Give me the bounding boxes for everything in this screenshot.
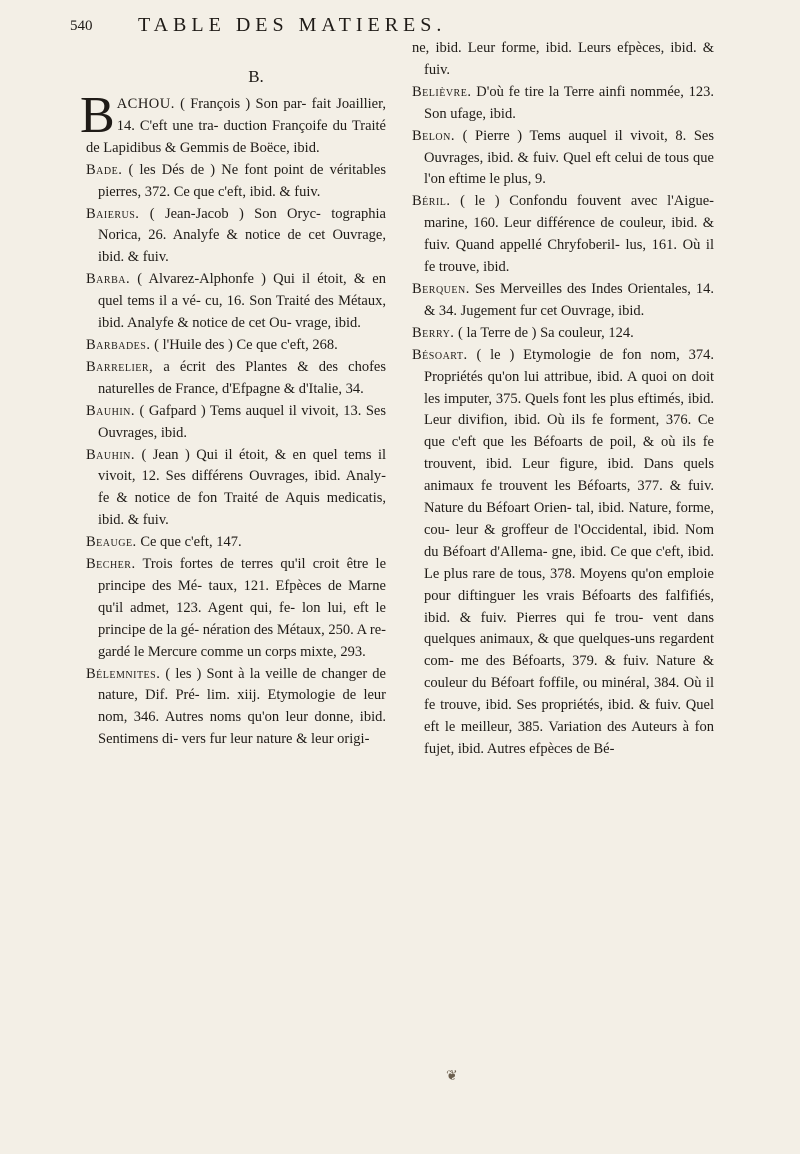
left-entry	[86, 335, 386, 357]
left-entry	[86, 532, 386, 554]
entry-headword: Belon.	[412, 127, 455, 144]
running-title: TABLE DES MATIERES.	[138, 14, 447, 36]
left-entry	[86, 269, 386, 335]
entry-text: ( Pierre ) Tems auquel il vivoit, 8. Ses Ouvrages, ibid. & fuiv. Quel eft celui de tous que l'on eftime le plus, 9.	[424, 127, 714, 188]
left-entry	[86, 204, 386, 270]
entry-text: ( Jean-Jacob ) Son Oryc- tographia Norica, 26. Analyfe & notice de cet Ouvrage, ibid. & fuiv.	[98, 205, 386, 266]
entry-headword: Barrelier,	[86, 358, 154, 375]
entry-text: ne, ibid. Leur forme, ibid. Leurs efpèces, ibid. & fuiv.	[412, 40, 714, 78]
entry-headword: Bélemnites.	[86, 665, 161, 682]
left-entry	[86, 357, 386, 401]
entry-text: D'où fe tire la Terre ainfi nommée, 123. Son ufage, ibid.	[424, 83, 714, 122]
right-entry	[412, 345, 714, 761]
left-entry	[86, 401, 386, 445]
entry-headword: Berry.	[412, 324, 455, 341]
right-entry	[412, 279, 714, 323]
left-entry	[86, 160, 386, 204]
right-entries	[412, 38, 714, 761]
printer-ornament-icon: ❦	[446, 1069, 458, 1084]
entry-text: ( Jean ) Qui il étoit, & en quel tems il vivoit, 12. Ses différens Ouvrages, ibid. Analy- fe & notice de fon Traité de Aquis medicatis, ibid. & fuiv.	[98, 446, 386, 529]
right-entry	[412, 191, 714, 279]
entry-text: ( la Terre de ) Sa couleur, 124.	[454, 324, 634, 341]
entry-headword: ACHOU.	[116, 96, 175, 112]
entry-headword: Baierus.	[86, 205, 140, 222]
right-column	[412, 38, 714, 761]
left-entry	[86, 554, 386, 664]
section-letter: B.	[248, 67, 264, 86]
entry-text: ( les ) Sont à la veille de changer de nature, Dif. Pré- lim. xiij. Etymologie de leur nom, 346. Autres noms qu'on leur donne, ibid. Sentimens di- vers fur leur nature & leur origi-	[98, 665, 386, 748]
entry-text: ( Gafpard ) Tems auquel il vivoit, 13. Ses Ouvrages, ibid.	[98, 402, 386, 441]
right-entry	[412, 38, 714, 82]
entry-headword: Beauge.	[86, 534, 137, 551]
entry-headword: Belièvre.	[412, 83, 472, 100]
entry-headword: Bésoart.	[412, 346, 468, 363]
entry-text: Ce que c'eft, 147.	[136, 534, 242, 551]
entry-headword: Béril.	[412, 193, 451, 210]
left-entry	[86, 664, 386, 752]
left-entry	[80, 87, 386, 160]
entry-headword: Barbades.	[86, 336, 151, 353]
right-entry	[412, 82, 714, 126]
entry-text: ( l'Huile des ) Ce que c'eft, 268.	[150, 336, 338, 353]
entry-text: a écrit des Plantes & des chofes naturelles de France, d'Efpagne & d'Italie, 34.	[98, 358, 386, 397]
entry-headword: Berquen.	[412, 280, 470, 297]
entry-text: ( le ) Etymologie de fon nom, 374. Propriétés qu'on lui attribue, ibid. A quoi on doit les imputer, 375. Quels font les plus eftimés, ibid. Leur divifion, ibid. Où ils fe forment, 376. Ce que c'eft que les Béfoarts de poil, & où ils fe trouvent, ibid. Leur figure, ibid. Dans quels animaux fe trouvent les Béfoarts, 377. & fuiv. Nature du Béfoart Orien- tal, ibid. Nature, forme, cou- leur & groffeur de l'Occidental, ibid. Nom du Béfoart d'Allema- gne, ibid. Ce que c'eft, ibid. Le plus rare de tous, 378. Moyens qu'on emploie pour diftinguer les vrais Béfoarts des falfifiés, ibid. & fuiv. Pierres qui fe trou- vent dans quelques animaux, & que quelques-uns regardent com- me des Béfoarts, 379. & fuiv. Nature & couleur du Béfoart foffile, ou minéral, 384. Où il fe trouve, ibid. Ses propriétés, ibid. & fuiv. Quel eft le meilleur, 385. Variation des Auteurs à fon fujet, ibid. Autres efpèces de Bé-	[424, 346, 714, 757]
drop-cap: B	[80, 87, 115, 144]
entry-headword: Barba.	[86, 271, 131, 288]
left-entries	[80, 87, 386, 751]
right-entry	[412, 323, 714, 345]
entry-headword: Bauhin.	[86, 446, 136, 463]
right-entry	[412, 126, 714, 192]
entry-text: ( François ) Son par- fait Joaillier, 14. C'eft une tra- duction Françoife du Traité de Lapidibus & Gemmis de Boëce, ibid.	[86, 96, 386, 156]
entry-headword: Bauhin.	[86, 402, 136, 419]
page-header	[70, 14, 770, 40]
entry-text: Trois fortes de terres qu'il croit être le principe des Mé- taux, 121. Efpèces de Marne qu'il admet, 123. Agent qui, fe- lon lui, eft le principe de la gé- nération des Métaux, 250. A re- gardé le Mercure comme un corps mixte, 293.	[98, 556, 386, 660]
left-column	[80, 66, 386, 751]
left-entry	[86, 445, 386, 533]
entry-text: Ses Merveilles des Indes Orientales, 14. & 34. Jugement fur cet Ouvrage, ibid.	[424, 280, 714, 319]
entry-text: ( Alvarez-Alphonfe ) Qui il étoit, & en quel tems il a vé- cu, 16. Son Traité des Métaux, ibid. Analyfe & notice de cet Ou- vrage, ibid.	[98, 271, 386, 332]
entry-headword: Bade.	[86, 161, 123, 178]
page-number: 540	[70, 18, 93, 34]
entry-text: ( les Dés de ) Ne font point de véritables pierres, 372. Ce que c'eft, ibid. & fuiv.	[98, 161, 386, 200]
entry-text: ( le ) Confondu fouvent avec l'Aigue-marine, 160. Leur différence de couleur, ibid. & fuiv. Quand appellé Chryfoberil- lus, 161. Où il fe trouve, ibid.	[424, 193, 714, 276]
entry-headword: Becher.	[86, 556, 136, 573]
